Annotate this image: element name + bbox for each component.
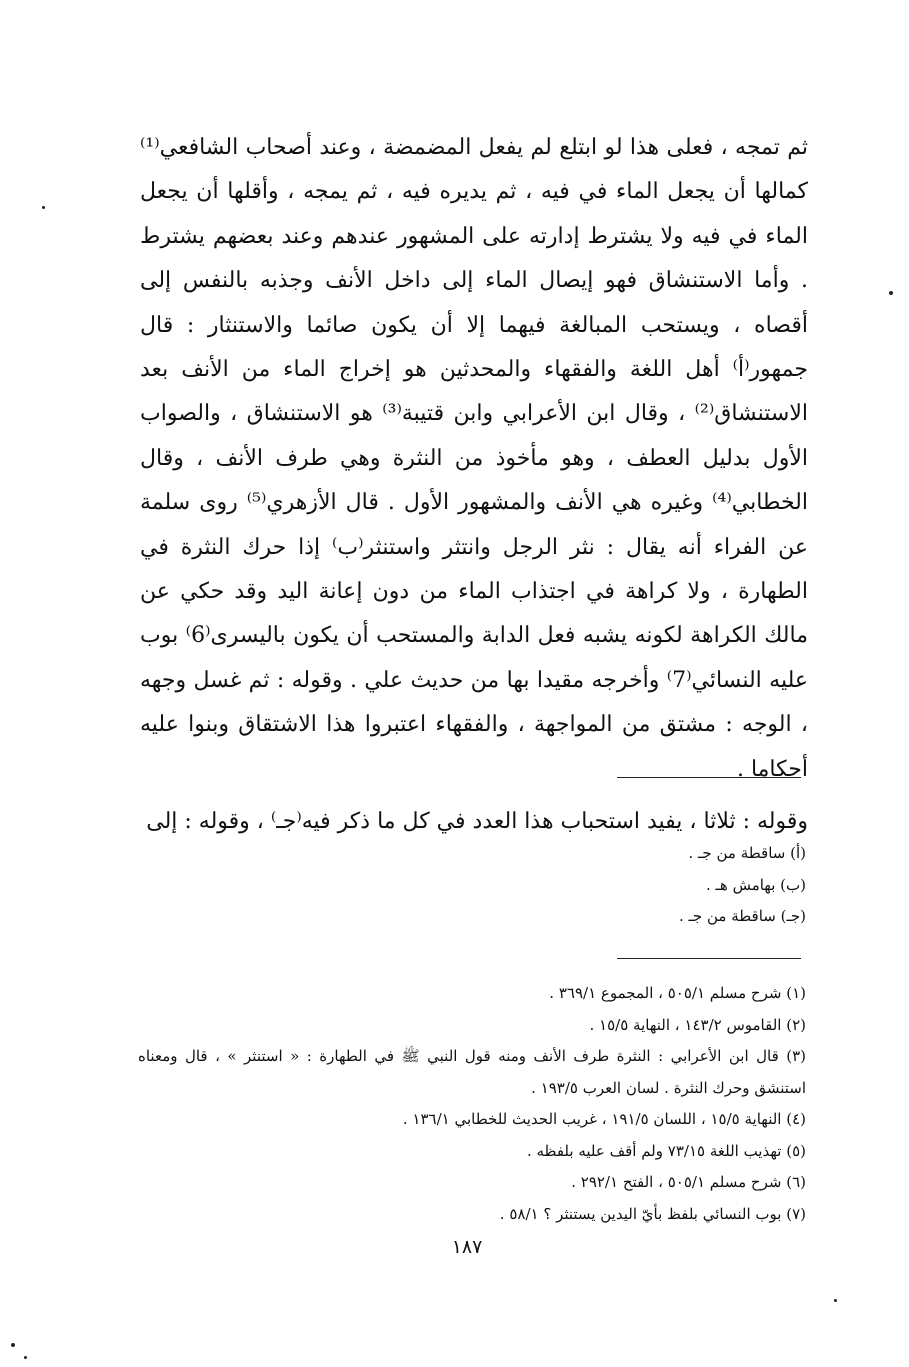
variant-note: (أ) ساقطة من جـ .: [688, 844, 806, 862]
variant-note: (ب) بهامش هـ .: [705, 875, 806, 894]
scan-speck: [42, 206, 45, 209]
scan-speck: [11, 1343, 15, 1347]
footnote-separator: [617, 958, 801, 959]
body-paragraph: وقوله : ثلاثا ، يفيد استحباب هذا العدد في كل ما ذكر فيه⁽جـ⁾ ، وقوله : إلى: [146, 809, 808, 835]
variant-note: (جـ) ساقطة من جـ .: [679, 907, 806, 925]
footnote: (٢) القاموس ١٤٣/٢ ، النهاية ١٥/٥ .: [589, 1015, 806, 1034]
footnote-separator: [617, 777, 801, 778]
footnote: (٦) شرح مسلم ٥٠٥/١ ، الفتح ٢٩٢/١ .: [571, 1173, 806, 1191]
body-paragraph: ثم تمجه ، فعلى هذا لو ابتلع لم يفعل المضمضة ، وعند أصحاب الشافعي⁽¹⁾ كمالها أن يجعل الماء في فيه ، ثم يديره فيه ، ثم يمجه ، وأقلها أن يجعل الماء في فيه ولا يشترط إدارته على المشهور عندهم وعند بعضهم يشترط . وأما الاستنشاق فهو إيصال الماء إلى داخل الأنف وجذبه بالنفس إلى أقصاه ، ويستحب المبالغة فيهما إلا أن يكون صائما والاستنثار : قال جمهور⁽أ⁾ أهل اللغة والفقهاء والمحدثين هو إخراج الماء من الأنف بعد الاستنشاق⁽²⁾ ، وقال ابن الأعرابي وابن قتيبة⁽³⁾ هو الاستنشاق ، والصواب الأول بدليل العطف ، وهو مأخوذ من النثرة وهي طرف الأنف ، وقال الخطابي⁽⁴⁾ وغيره هي الأنف والمشهور الأول . قال الأزهري⁽⁵⁾ روى سلمة عن الفراء أنه يقال : نثر الرجل وانتثر واستنثر⁽ب⁾ إذا حرك النثرة في الطهارة ، ولا كراهة في اجتذاب الماء من دون إعانة اليد وقد حكي عن مالك الكراهة لكونه يشبه فعل الدابة والمستحب أن يكون باليسرى⁽6⁾ بوب عليه النسائي⁽7⁾ وأخرجه مقيدا بها من حديث علي . وقوله : ثم غسل وجهه ، الوجه : مشتق من المواجهة ، والفقهاء اعتبروا هذا الاشتقاق وبنوا عليه أحكاما .: [140, 135, 809, 782]
footnotes: [138, 978, 806, 1230]
main-text: [140, 126, 808, 845]
footnote: (٣) قال ابن الأعرابي : النثرة طرف الأنف ومنه قول النبي ﷺ في الطهارة : « استنثر » ، قال ومعناه استنشق وحرك النثرة . لسان العرب ١٩٣/٥ .: [138, 1047, 806, 1097]
page-number: ١٨٧: [451, 1236, 483, 1258]
variant-notes: [506, 838, 806, 933]
scan-speck: [834, 1299, 837, 1302]
scan-speck: [889, 291, 893, 295]
footnote: (٤) النهاية ١٥/٥ ، اللسان ١٩١/٥ ، غريب الحديث للخطابي ١٣٦/١ .: [402, 1110, 806, 1128]
footnote: (٥) تهذيب اللغة ٧٣/١٥ ولم أقف عليه بلفظه .: [526, 1141, 806, 1160]
footnote: (٧) بوب النسائي بلفظ بأيّ اليدين يستنثر ؟ ٥٨/١ .: [499, 1204, 806, 1223]
footnote: (١) شرح مسلم ٥٠٥/١ ، المجموع ٣٦٩/١ .: [549, 984, 806, 1002]
scan-speck: [24, 1356, 27, 1359]
